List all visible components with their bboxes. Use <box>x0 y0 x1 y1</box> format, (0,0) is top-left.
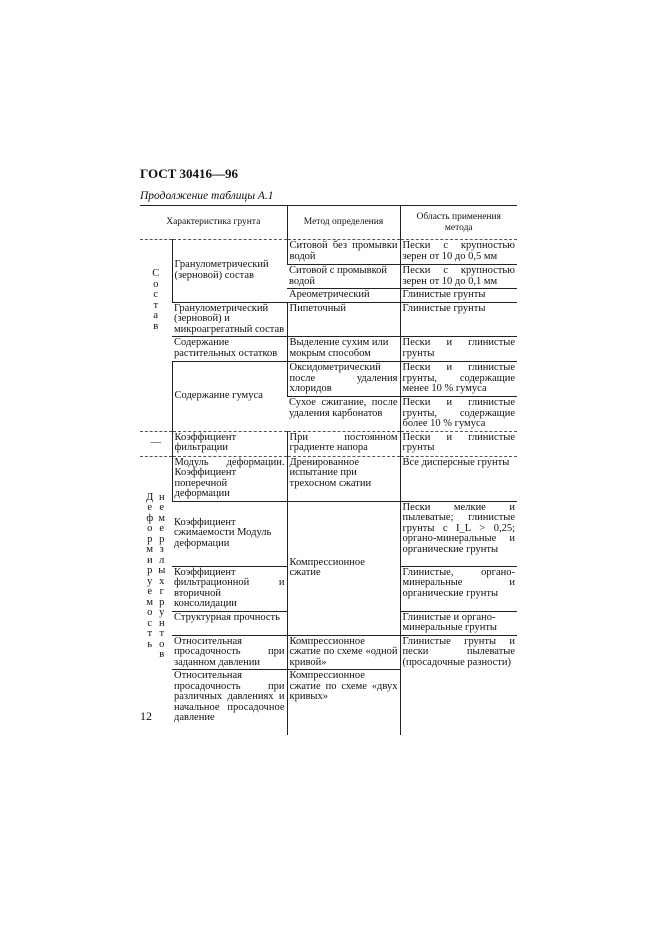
area-cell: Глинистые и органо-минеральные грунты <box>400 611 517 635</box>
shared-area-cell: Глинистые грунты и пески пылеватые (просадочные разности) <box>400 635 517 735</box>
method-cell: Ситовой без промывки водой <box>287 240 400 265</box>
group-empty <box>140 362 172 432</box>
table-header <box>140 206 517 240</box>
table-row <box>140 456 517 501</box>
table-row <box>140 431 517 456</box>
characteristic-cell: Коэффициент фильтрации <box>172 431 287 456</box>
characteristic-cell: Содержание растительных остатков <box>172 337 287 362</box>
table-row <box>140 635 517 670</box>
characteristic-cell: Коэффициент фильтрационной и вторичной консолидации <box>172 566 287 611</box>
characteristic-cell: Гранулометрический (зерновой) и микроагрегатный состав <box>172 302 287 337</box>
area-cell: Пески и глинистые грунты, содержащие более 10 % гумуса <box>400 397 517 432</box>
area-cell: Все дисперсные грунты <box>400 456 517 501</box>
group-composition: Состав <box>152 268 160 332</box>
area-cell: Пески мелкие и пылеватые; глинистые грунты с I_L > 0,25; органо-минеральные и органические грунты <box>400 501 517 566</box>
method-cell: Дренированное испытание при трехосном сжатии <box>287 456 400 501</box>
characteristic-cell: Коэффициент сжимаемости Модуль деформации <box>172 501 287 566</box>
table-row <box>140 501 517 566</box>
table-row <box>140 240 517 265</box>
group-dash: — <box>140 431 172 456</box>
characteristic-cell: Структурная прочность <box>172 611 287 635</box>
area-cell: Пески с крупностью зерен от 10 до 0,1 мм <box>400 265 517 289</box>
method-cell: Компрессионное сжатие по схеме «двух кривых» <box>287 670 400 735</box>
group-deformability-label: Деформируемость <box>146 491 154 650</box>
standard-number: ГОСТ 30416—96 <box>140 166 239 181</box>
characteristic-cell: Модуль деформации. Коэффициент поперечной деформации <box>172 456 287 501</box>
area-cell: Пески и глинистые грунты, содержащие менее 10 % гумуса <box>400 362 517 397</box>
shared-method-cell: Компрессионное сжатие <box>287 501 400 635</box>
page-number: 12 <box>140 709 152 723</box>
table-continuation-caption: Продолжение таблицы А.1 <box>140 190 274 202</box>
method-cell: Компрессионное сжатие по схеме «одной кривой» <box>287 635 400 670</box>
method-cell: Оксидометрический после удаления хлоридов <box>287 362 400 397</box>
method-cell: При постоянном градиенте напора <box>287 431 400 456</box>
header-area: Область применения метода <box>400 206 517 240</box>
method-cell: Пипеточный <box>287 302 400 337</box>
method-cell: Ареометрический <box>287 289 400 303</box>
area-cell: Глинистые грунты <box>400 302 517 337</box>
table-row <box>140 362 517 397</box>
method-cell: Сухое сжигание, после удаления карбонатов <box>287 397 400 432</box>
characteristic-cell: Гранулометрический (зерновой) состав <box>172 240 287 303</box>
area-cell: Пески и глинистые грунты <box>400 431 517 456</box>
characteristic-cell: Относительная просадочность при различных давлениях и начальное просадочное давление <box>174 670 285 723</box>
characteristic-cell: Содержание гумуса <box>172 362 287 432</box>
area-cell: Пески с крупностью зерен от 10 до 0,5 мм <box>400 240 517 265</box>
methods-table <box>140 205 517 735</box>
method-cell: Ситовой с промывкой водой <box>287 265 400 289</box>
area-cell: Пески и глинистые грунты <box>400 337 517 362</box>
characteristic-cell: Относительная просадочность при заданном давлении <box>172 635 287 670</box>
area-cell: Глинистые грунты <box>400 289 517 303</box>
group-unfrozen-label: немерзлых грунтов <box>158 491 166 660</box>
method-cell: Выделение сухим или мокрым способом <box>287 337 400 362</box>
table-row <box>140 337 517 362</box>
header-characteristic: Характеристика грунта <box>140 206 287 240</box>
area-cell: Глинистые, органо-минеральные и органические грунты <box>400 566 517 611</box>
table-row <box>140 302 517 337</box>
header-method: Метод определения <box>287 206 400 240</box>
group-deformability <box>140 456 172 735</box>
